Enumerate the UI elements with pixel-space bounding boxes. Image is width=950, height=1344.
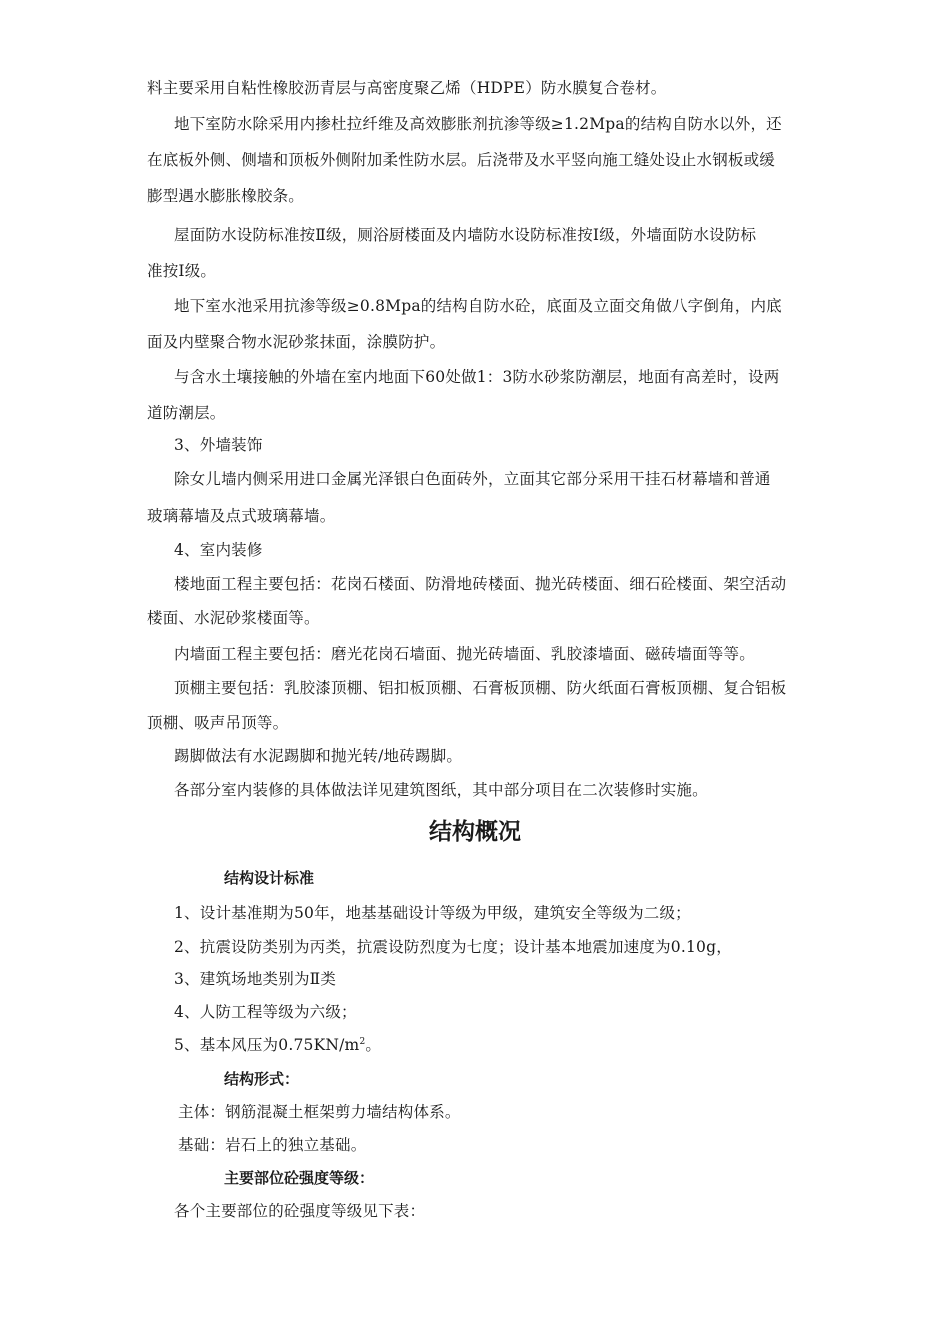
paragraph-line: 踢脚做法有水泥踢脚和抛光转/地砖踢脚。 — [174, 747, 463, 765]
paragraph-line: 玻璃幕墙及点式玻璃幕墙。 — [147, 507, 336, 525]
design-standard-heading: 结构设计标准 — [224, 869, 315, 887]
concrete-grade-heading: 主要部位砼强度等级： — [224, 1169, 375, 1187]
paragraph-line: 顶棚、吸声吊顶等。 — [147, 714, 289, 732]
paragraph-line: 膨型遇水膨胀橡胶条。 — [147, 187, 305, 205]
paragraph-line: 内墙面工程主要包括：磨光花岗石墙面、抛光砖墙面、乳胶漆墙面、磁砖墙面等等。 — [174, 645, 755, 663]
paragraph-line: 楼面、水泥砂浆楼面等。 — [147, 609, 320, 627]
paragraph-line: 与含水土壤接触的外墙在室内地面下60处做1：3防水砂浆防潮层，地面有高差时，设两 — [174, 368, 780, 386]
paragraph-line: 地下室水池采用抗渗等级≥0.8Mpa的结构自防水砼，底面及立面交角做八字倒角，内底 — [174, 297, 782, 315]
paragraph-line: 各部分室内装修的具体做法详见建筑图纸，其中部分项目在二次装修时实施。 — [174, 781, 708, 799]
section-title: 结构概况 — [429, 819, 521, 845]
wind-pressure-suffix: 。 — [365, 1036, 382, 1054]
superscript: 2 — [359, 1037, 366, 1047]
paragraph-line: 除女儿墙内侧采用进口金属光泽银白色面砖外，立面其它部分采用干挂石材幕墙和普通 — [174, 470, 771, 488]
paragraph-line: 料主要采用自粘性橡胶沥青层与高密度聚乙烯（HDPE）防水膜复合卷材。 — [147, 79, 667, 97]
design-standard-item: 1、设计基准期为50年，地基基础设计等级为甲级，建筑安全等级为二级； — [174, 904, 691, 922]
paragraph-line: 在底板外侧、侧墙和顶板外侧附加柔性防水层。后浇带及水平竖向施工缝处设止水钢板或缓 — [147, 151, 776, 169]
paragraph-line: 道防潮层。 — [147, 404, 226, 422]
design-standard-item: 4、人防工程等级为六级； — [174, 1003, 357, 1021]
structure-form-foundation: 基础：岩石上的独立基础。 — [178, 1136, 367, 1154]
structure-form-heading: 结构形式： — [224, 1070, 300, 1088]
design-standard-item: 2、抗震设防类别为丙类，抗震设防烈度为七度；设计基本地震加速度为0.10g， — [174, 938, 732, 956]
paragraph-line: 屋面防水设防标准按Ⅱ级，厕浴厨楼面及内墙防水设防标准按Ⅰ级，外墙面防水设防标 — [174, 226, 757, 244]
paragraph-line: 面及内壁聚合物水泥砂浆抹面，涂膜防护。 — [147, 333, 446, 351]
paragraph-line: 楼地面工程主要包括：花岗石楼面、防滑地砖楼面、抛光砖楼面、细石砼楼面、架空活动 — [174, 575, 787, 593]
concrete-grade-note: 各个主要部位的砼强度等级见下表： — [174, 1202, 426, 1220]
section-heading: 4、室内装修 — [174, 541, 263, 559]
wind-pressure-text: 5、基本风压为0.75KN/m — [174, 1036, 360, 1054]
paragraph-line: 顶棚主要包括：乳胶漆顶棚、铝扣板顶棚、石膏板顶棚、防火纸面石膏板顶棚、复合铝板 — [174, 679, 787, 697]
paragraph-line: 地下室防水除采用内掺杜拉纤维及高效膨胀剂抗渗等级≥1.2Mpa的结构自防水以外，还 — [174, 115, 782, 133]
structure-form-main: 主体：钢筋混凝土框架剪力墙结构体系。 — [178, 1103, 461, 1121]
section-heading: 3、外墙装饰 — [174, 436, 263, 454]
design-standard-item — [174, 1035, 381, 1055]
paragraph-line: 准按Ⅰ级。 — [147, 262, 217, 280]
design-standard-item: 3、建筑场地类别为Ⅱ类 — [174, 970, 337, 988]
